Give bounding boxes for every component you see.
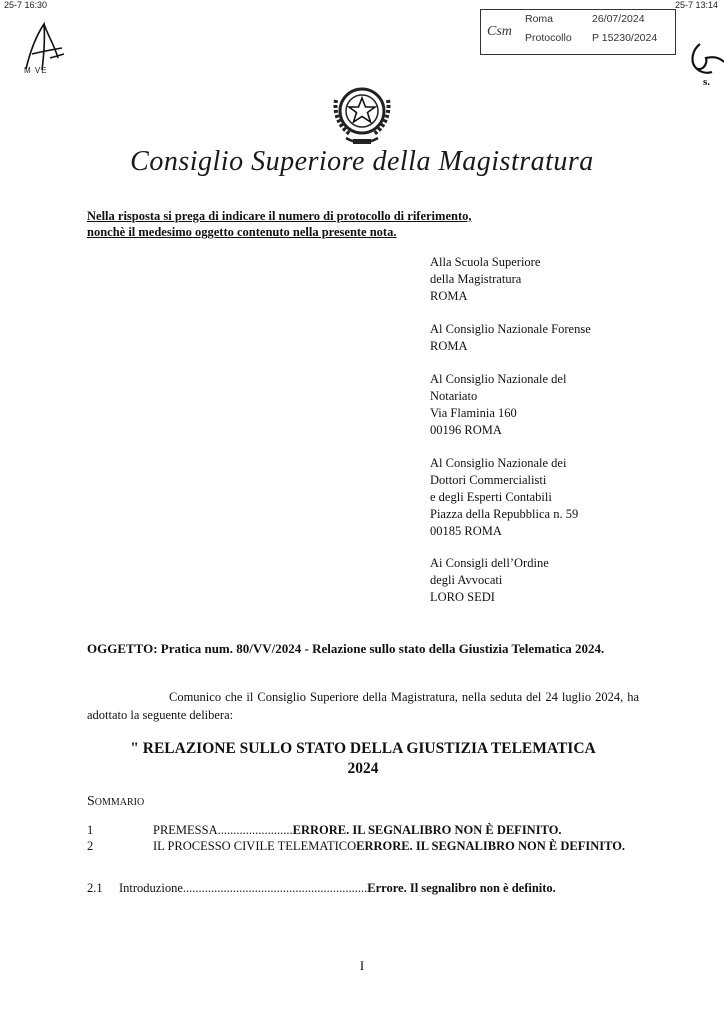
toc-entry[interactable] bbox=[87, 838, 639, 854]
right-initials: s. bbox=[703, 76, 711, 88]
stamp-place-label: Roma bbox=[525, 13, 554, 25]
stamp-logo: Csm bbox=[487, 24, 512, 39]
recipient-line: Ai Consigli dell’Ordine bbox=[430, 556, 549, 570]
toc-title: Introduzione bbox=[119, 881, 183, 895]
recipient-block bbox=[430, 455, 680, 540]
toc-reference: Errore. Il segnalibro non è definito. bbox=[367, 881, 556, 895]
body-paragraph: Comunico che il Consiglio Superiore della Magistratura, nella seduta del 24 luglio 2024, ha adottato la seguente delibera: bbox=[87, 690, 639, 722]
relazione-title-line: 2024 bbox=[347, 760, 379, 777]
recipient-line: Alla Scuola Superiore bbox=[430, 255, 541, 269]
recipient-line: Dottori Commercialisti bbox=[430, 473, 547, 487]
recipient-line: Al Consiglio Nazionale Forense bbox=[430, 322, 591, 336]
protocol-stamp bbox=[480, 9, 676, 55]
relazione-title-line: " RELAZIONE SULLO STATO DELLA GIUSTIZIA TELEMATICA bbox=[130, 740, 596, 757]
toc-reference: ERRORE. IL SEGNALIBRO NON È DEFINITO. bbox=[292, 823, 562, 837]
toc-reference: ERRORE. IL SEGNALIBRO NON È DEFINITO. bbox=[356, 839, 626, 853]
italian-republic-emblem-icon bbox=[326, 78, 398, 150]
recipient-block bbox=[430, 371, 680, 439]
recipient-line: ROMA bbox=[430, 339, 468, 353]
toc-number: 2 bbox=[87, 839, 94, 853]
sommario-heading: Sommario bbox=[87, 794, 145, 809]
toc-title: IL PROCESSO CIVILE TELEMATICO bbox=[153, 839, 357, 853]
recipient-line: 00196 ROMA bbox=[430, 423, 502, 437]
left-initials: M VE bbox=[24, 66, 48, 75]
toc-number: 2.1 bbox=[87, 881, 103, 895]
recipient-line: 00185 ROMA bbox=[430, 524, 502, 538]
recipient-line: Al Consiglio Nazionale dei bbox=[430, 456, 567, 470]
recipient-line: Piazza della Repubblica n. 59 bbox=[430, 507, 579, 521]
page-number: I bbox=[359, 958, 365, 973]
toc-dots: ........................ bbox=[217, 823, 293, 837]
recipient-line: Al Consiglio Nazionale del bbox=[430, 372, 567, 386]
toc-entry[interactable] bbox=[87, 880, 647, 896]
recipient-line: ROMA bbox=[430, 289, 468, 303]
toc-dots: ........................................................... bbox=[182, 881, 368, 895]
recipient-line: Via Flaminia 160 bbox=[430, 406, 517, 420]
subject-line: OGGETTO: Pratica num. 80/VV/2024 - Relazione sullo stato della Giustizia Telematica 2024. bbox=[87, 641, 605, 656]
left-timestamp: 25-7 16:30 bbox=[4, 0, 48, 10]
recipient-block bbox=[430, 254, 680, 305]
reply-notice-line: nonchè il medesimo oggetto contenuto nella presente nota. bbox=[87, 225, 397, 239]
relazione-title bbox=[87, 739, 639, 779]
recipient-block bbox=[430, 555, 680, 606]
recipient-block bbox=[430, 321, 680, 355]
stamp-date: 26/07/2024 bbox=[592, 13, 645, 25]
recipient-line: e degli Esperti Contabili bbox=[430, 490, 552, 504]
toc-entry[interactable] bbox=[87, 822, 639, 838]
recipient-line: della Magistratura bbox=[430, 272, 522, 286]
toc-number: 1 bbox=[87, 823, 94, 837]
reply-notice-line: Nella risposta si prega di indicare il numero di protocollo di riferimento, bbox=[87, 209, 472, 223]
reply-notice bbox=[87, 208, 567, 240]
stamp-protocol-number: P 15230/2024 bbox=[592, 32, 658, 44]
recipient-line: Notariato bbox=[430, 389, 478, 403]
stamp-protocol-label: Protocollo bbox=[525, 32, 572, 44]
toc-title: PREMESSA bbox=[153, 823, 218, 837]
recipient-line: LORO SEDI bbox=[430, 590, 495, 604]
recipient-line: degli Avvocati bbox=[430, 573, 503, 587]
right-timestamp: 25-7 13:14 bbox=[675, 0, 719, 10]
institution-name: Consiglio Superiore della Magistratura bbox=[130, 146, 594, 177]
